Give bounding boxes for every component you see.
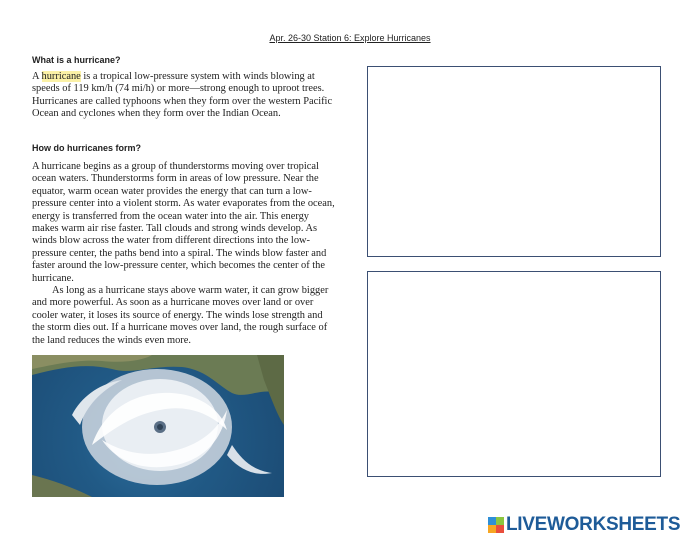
hurricane-satellite-icon (32, 355, 284, 497)
definition-lead: A (32, 71, 42, 82)
logo-text: LIVEWORKSHEETS (506, 514, 681, 535)
formation-paragraph-1: A hurricane begins as a group of thunderstorms moving over tropical ocean waters. Thunderstorms form in areas of low pressure. Near the equator, warm ocean water provides the energy that can turn a low-pressure center into a violent storm. As water evaporates from the ocean, energy is transferred from the ocean water into the air. This energy makes warm air rise faster. Tall clouds and strong winds develop. As winds blow across the water from different directions into the low-pressure center, the paths bend into a spiral. The winds blow faster and faster around the low-pressure center, which becomes the center of the hurricane. (32, 161, 335, 284)
answer-box-2[interactable] (367, 271, 661, 477)
section-heading-what: What is a hurricane? (32, 55, 121, 65)
logo-squares-icon (488, 517, 504, 533)
highlighted-term[interactable]: hurricane (41, 71, 81, 82)
page-title: Apr. 26-30 Station 6: Explore Hurricanes (269, 33, 431, 43)
answer-box-1[interactable] (367, 66, 661, 257)
definition-body: is a tropical low-pressure system with winds blowing at speeds of 119 km/h (74 mi/h) or more—strong enough to uproot trees. Hurricanes are called typhoons when they form over the western Pacific Ocean and cyclones when they form over the Indian Ocean. (32, 71, 333, 120)
paragraph-formation (32, 161, 337, 347)
formation-paragraph-2: As long as a hurricane stays above warm water, it can grow bigger and more powerful. As soon as a hurricane moves over land or over cooler water, it loses its source of energy. The winds lose strength and the storm dies out. If a hurricane moves over land, the rough surface of the land reduces the winds even more. (32, 285, 329, 346)
section-heading-how: How do hurricanes form? (32, 143, 142, 153)
liveworksheets-logo (488, 514, 680, 536)
hurricane-satellite-photo (32, 355, 284, 497)
paragraph-definition (32, 71, 337, 121)
